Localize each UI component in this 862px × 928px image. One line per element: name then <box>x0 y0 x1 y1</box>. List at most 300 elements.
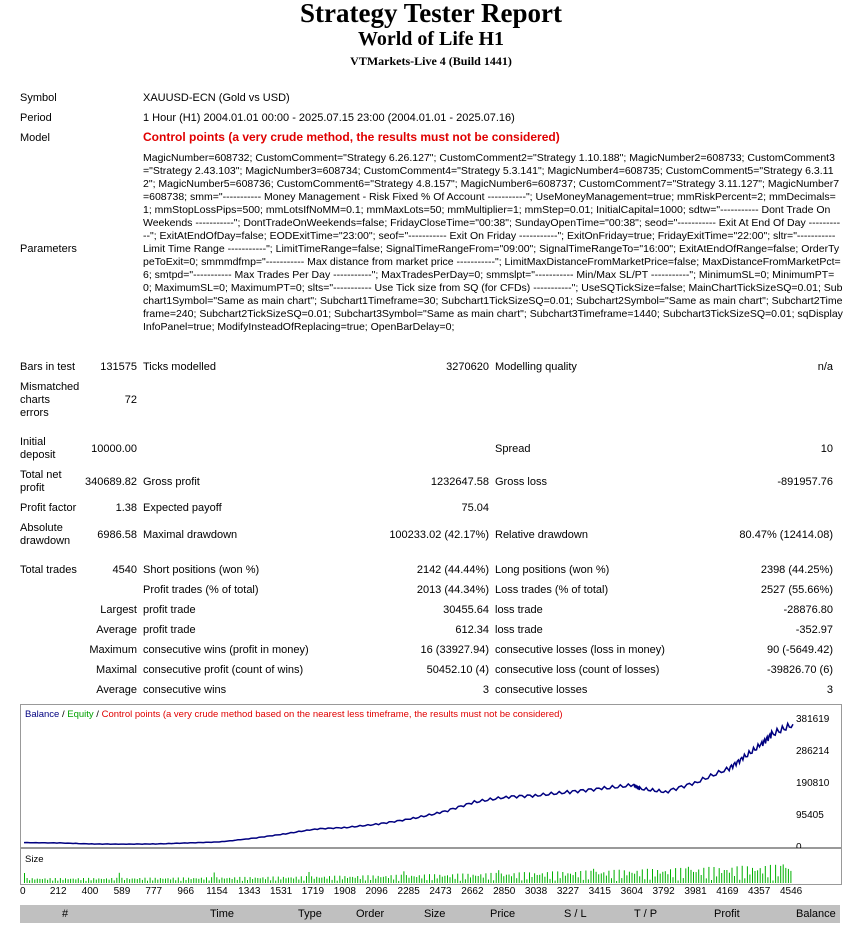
volume-bar <box>432 880 433 883</box>
volume-bar <box>388 878 389 883</box>
volume-bar <box>744 878 745 883</box>
volume-bar <box>424 875 425 884</box>
volume-bar <box>596 872 597 883</box>
volume-bar <box>216 877 217 883</box>
volume-bar <box>670 869 671 883</box>
volume-bar <box>39 879 40 883</box>
volume-bar <box>716 876 717 883</box>
volume-bar <box>88 878 89 883</box>
volume-bar <box>409 878 410 883</box>
volume-bar <box>150 878 151 883</box>
y-tick-3: 95405 <box>796 810 824 821</box>
volume-bar <box>703 868 704 883</box>
grossprofit-value: 1232647.58 <box>430 476 489 488</box>
volume-bar <box>414 876 415 883</box>
volume-bar <box>316 877 317 883</box>
volume-bar <box>516 878 517 883</box>
volume-bar <box>273 877 274 884</box>
volume-bar <box>114 880 115 883</box>
parameters-label: Parameters <box>20 243 77 255</box>
volume-bar <box>344 876 345 883</box>
volume-bar <box>219 880 220 884</box>
volume-bar <box>65 878 66 883</box>
volume-bar <box>721 873 722 883</box>
volume-bar <box>470 877 471 883</box>
short-label: Short positions (won %) <box>143 564 260 576</box>
volume-bar <box>111 878 112 883</box>
volume-bar <box>324 877 325 883</box>
volume-bar <box>514 873 515 883</box>
volume-bar <box>442 877 443 883</box>
x-tick-label: 3415 <box>588 886 611 897</box>
volume-bar <box>32 878 33 883</box>
volume-bar <box>262 877 263 883</box>
volume-bar <box>460 881 461 883</box>
x-tick-label: 0 <box>20 886 26 897</box>
x-tick-label: 3227 <box>556 886 580 897</box>
volume-bar <box>293 879 294 884</box>
volume-bar <box>634 874 635 883</box>
avgcl-label: consecutive losses <box>495 684 588 696</box>
volume-bar <box>165 879 166 883</box>
volume-bar <box>270 880 271 883</box>
volume-bar <box>762 874 763 884</box>
volume-bar <box>37 879 38 883</box>
volume-bar <box>488 880 489 883</box>
volume-bar <box>708 867 709 883</box>
volume-bar <box>380 877 381 883</box>
volume-bar <box>603 872 604 883</box>
volume-bar <box>457 874 458 883</box>
maxcp-value: 50452.10 (4) <box>426 664 489 676</box>
volume-bar <box>619 870 620 883</box>
volume-bar <box>788 869 789 883</box>
trades-table-header <box>20 905 840 923</box>
volume-bar <box>234 877 235 883</box>
volume-bar <box>660 874 661 883</box>
x-tick-label: 3792 <box>652 886 675 897</box>
volume-bar <box>406 875 407 883</box>
volume-bar <box>511 876 512 883</box>
volume-bar <box>132 879 133 884</box>
volume-bar <box>462 874 463 884</box>
volume-bar <box>365 881 366 884</box>
parameters-value: MagicNumber=608732; CustomComment="Strategy 6.26.127"; CustomComment2="Strategy 1.10.188"; MagicNumber2=608733; CustomComment3="Strategy 2.43.103"; MagicNumber3=608734; CustomComment4="Strategy 5.3.141"; MagicNumber4=608735; CustomComment5="Strategy 6.3.112"; MagicNumber5=608736; CustomComment6="Strategy 4.8.157"; MagicNumber6=608737; CustomComment7="Strategy 3.11.127"; MagicNumber7=608738; smm="----------- Money Management - Risk Fixed % Of Account -----------"; UseMoneyManagement=true; mmRiskPercent=2; mmDecimals=1; mmStopLossPips=500; mmLotsIfNoMM=0.1; mmMaxLots=50; mmMultiplier=1; mmStep=0.01; InitialCapital=1000; sdtw="----------- Dont Trade On Weekends -----------"; DontTradeOnWeekends=false; FridayCloseTime="00:38"; SundayOpenTime="00:38"; seod="----------- Exit At End Of Day -----------"; ExitAtEndOfDay=false; EODExitTime="23:00"; seof="----------- Exit On Friday -----------"; ExitOnFriday=true; FridayExitTime="22:00"; sltr="----------- Limit Time Range -----------"; LimitTimeRange=false; SignalTimeRangeFrom="09:00"; SignalTimeRangeTo="16:00"; ExitAtEndOfRange=false; OrderTypeToExit=0; smmmdfmp="----------- Max distance from market price -----------"; LimitMaxDistanceFromMarketPrice=false; MaxDistanceFromMarketPct=6; smtpd="----------- Max Trades Per Day -----------"; MaxTradesPerDay=0; smmslpt="----------- Min/Max SL/PT -----------"; MinimumSL=0; MinimumPT=0; MaximumSL=0; MaximumPT=0; slts="----------- Use Tick size from SQ (for CFDs) -----------"; UseSQTickSize=false; MainChartTickSizeSQ=0.01; Subchart1Symbol="Same as main chart"; Subchart1Timeframe=30; Subchart1TickSizeSQ=0.01; Subchart2Symbol="Same as main chart"; Subchart2Timeframe=240; Subchart2TickSizeSQ=0.01; Subchart3Symbol="Same as main chart"; Subchart3Timeframe=1440; Subchart3TickSizeSQ=0.01; sqDisplayInfoPanel=true; ModifyInsteadOfReplacing=true; OpenBarDelay=0; <box>143 152 843 333</box>
volume-bar <box>685 868 686 883</box>
volume-bar <box>426 880 427 883</box>
grossprofit-label: Gross profit <box>143 476 200 488</box>
volume-bar <box>506 875 507 883</box>
quality-value: n/a <box>817 361 833 373</box>
volume-bar <box>55 878 56 883</box>
volume-bar <box>393 880 394 884</box>
col-size: Size <box>424 908 446 920</box>
volume-bar <box>519 872 520 883</box>
maxcl-value: 90 (-5649.42) <box>766 644 833 656</box>
volume-bar <box>247 880 248 883</box>
volume-bar <box>268 877 269 883</box>
volume-bar <box>396 875 397 883</box>
volume-bar <box>655 877 656 884</box>
volume-bar <box>509 875 510 884</box>
volume-bar <box>447 875 448 883</box>
volume-bar <box>168 878 169 883</box>
volume-bar <box>378 876 379 883</box>
col-tp: T / P <box>634 908 658 920</box>
volume-bar <box>539 875 540 883</box>
volume-bar <box>480 874 481 883</box>
legend-note: Control points (a very crude method based on the nearest less timeframe, the results must not be considered) <box>101 709 563 720</box>
volume-bar <box>347 878 348 883</box>
volume-bar <box>752 868 753 883</box>
volume-bar <box>286 878 287 883</box>
volume-bar <box>652 869 653 883</box>
maxclc-label: consecutive loss (count of losses) <box>495 664 660 676</box>
volume-bar <box>683 878 684 883</box>
volume-bar <box>255 878 256 883</box>
absdd-value: 6986.58 <box>97 529 137 541</box>
x-tick-label: 1343 <box>238 886 261 897</box>
volume-bar <box>152 880 153 883</box>
volume-bar <box>403 871 404 883</box>
volume-bar <box>227 878 228 883</box>
volume-bar <box>468 874 469 883</box>
volume-bar <box>778 876 779 883</box>
x-tick-label: 777 <box>145 886 163 897</box>
volume-bar <box>109 880 110 883</box>
volume-bar <box>303 881 304 883</box>
volume-bar <box>737 866 738 883</box>
volume-bar <box>319 878 320 883</box>
volume-bar <box>98 878 99 883</box>
average-profit-label: profit trade <box>143 624 196 636</box>
volume-bar <box>42 879 43 883</box>
pf-value: 1.38 <box>115 502 137 514</box>
volume-bar <box>614 870 615 883</box>
volume-bar <box>524 872 525 883</box>
maxdd-label: Maximal drawdown <box>143 529 238 541</box>
volume-bar <box>580 871 581 883</box>
x-tick-label: 2096 <box>365 886 388 897</box>
volume-bar <box>342 879 343 883</box>
volume-bar <box>73 879 74 883</box>
volume-bar <box>421 878 422 883</box>
model-value: Control points (a very crude method, the results must not be considered) <box>143 130 560 144</box>
volume-bar <box>749 875 750 884</box>
volume-bar <box>555 881 556 883</box>
volume-bar <box>575 872 576 883</box>
volume-bar <box>578 877 579 883</box>
volume-bar <box>391 875 392 883</box>
bars-value: 131575 <box>100 361 137 373</box>
x-tick-label: 1719 <box>301 886 325 897</box>
spread-label: Spread <box>495 443 531 455</box>
netprofit-value: 340689.82 <box>85 476 137 488</box>
ticks-value: 3270620 <box>446 361 489 373</box>
volume-bar <box>411 876 412 883</box>
volume-bar <box>78 878 79 883</box>
volume-bar <box>80 880 81 883</box>
maxcp-label: consecutive profit (count of wins) <box>143 664 304 676</box>
volume-bar <box>501 874 502 884</box>
volume-bar <box>650 880 651 883</box>
col-type: Type <box>298 908 322 920</box>
volume-bar <box>401 875 402 883</box>
volume-bar <box>760 868 761 883</box>
volume-bar <box>570 874 571 883</box>
volume-bar <box>562 872 563 883</box>
avgcw-label: consecutive wins <box>143 684 227 696</box>
volume-bar <box>360 879 361 883</box>
volume-bar <box>178 878 179 884</box>
volume-bar <box>593 869 594 883</box>
volume-bar <box>280 879 281 883</box>
volume-bar <box>475 876 476 883</box>
volume-bar <box>532 877 533 883</box>
volume-bar <box>339 876 340 883</box>
col-sl: S / L <box>564 908 587 920</box>
volume-bar <box>257 878 258 883</box>
volume-bar <box>373 875 374 883</box>
maximal-label: Maximal <box>96 664 137 676</box>
volume-bar <box>719 868 720 883</box>
maxcw-value: 16 (33927.94) <box>420 644 489 656</box>
volume-bar <box>455 879 456 883</box>
volume-bar <box>434 874 435 883</box>
trades-value: 4540 <box>112 564 137 576</box>
volume-bar <box>662 872 663 883</box>
volume-bar <box>242 881 243 883</box>
volume-bar <box>265 879 266 883</box>
volume-bar <box>260 878 261 883</box>
volume-bar <box>93 878 94 883</box>
volume-bar <box>142 880 143 883</box>
volume-bar <box>237 880 238 883</box>
volume-bar <box>747 866 748 883</box>
deposit-label: Initial deposit <box>20 436 56 461</box>
volume-bar <box>547 872 548 883</box>
volume-bar <box>209 881 210 884</box>
volume-bar <box>232 879 233 883</box>
avg2-label: Average <box>96 684 137 696</box>
volume-bar <box>34 880 35 884</box>
report-title: Strategy Tester Report <box>300 0 562 28</box>
volume-bar <box>711 880 712 883</box>
volume-bar <box>557 871 558 883</box>
largest-profit-value: 30455.64 <box>443 604 489 616</box>
payoff-value: 75.04 <box>461 502 489 514</box>
x-tick-label: 3981 <box>684 886 707 897</box>
volume-bar <box>252 879 253 883</box>
volume-bar <box>598 874 599 883</box>
volume-bar <box>175 880 176 883</box>
volume-bar <box>675 868 676 883</box>
volume-bar <box>485 873 486 883</box>
volume-bar <box>206 877 207 883</box>
volume-bar <box>63 880 64 883</box>
volume-bar <box>573 875 574 883</box>
volume-bar <box>544 877 545 883</box>
volume-bar <box>186 880 187 883</box>
payoff-label: Expected payoff <box>143 502 222 514</box>
volume-bar <box>57 881 58 883</box>
x-tick-label: 4546 <box>780 886 803 897</box>
volume-bar <box>550 879 551 883</box>
volume-bar <box>296 877 297 883</box>
col-time: Time <box>210 908 235 920</box>
col-order: Order <box>356 908 385 920</box>
volume-bar <box>473 875 474 883</box>
volume-bar <box>86 881 87 883</box>
x-tick-label: 212 <box>49 886 67 897</box>
volume-bar <box>50 878 51 883</box>
volume-bar <box>337 881 338 883</box>
x-tick-label: 966 <box>177 886 195 897</box>
x-tick-label: 1154 <box>206 886 228 897</box>
largest-loss-value: -28876.80 <box>783 604 833 616</box>
volume-bar <box>83 878 84 883</box>
volume-bar <box>375 879 376 883</box>
volume-bar <box>239 877 240 883</box>
volume-bar <box>521 880 522 883</box>
volume-bar <box>160 878 161 883</box>
volume-bar <box>437 878 438 883</box>
volume-bar <box>385 876 386 883</box>
volume-bar <box>629 872 630 883</box>
volume-bar <box>637 871 638 883</box>
volume-bar <box>180 881 181 883</box>
volume-bar <box>729 873 730 883</box>
volume-bar <box>498 870 499 883</box>
volume-bar <box>203 880 204 883</box>
volume-bar <box>767 877 768 883</box>
volume-bar <box>306 876 307 883</box>
y-tick-1: 286214 <box>796 746 830 757</box>
volume-bar <box>362 875 363 883</box>
volume-bar <box>162 879 163 883</box>
col-profit: Profit <box>714 908 740 920</box>
volume-bar <box>780 866 781 883</box>
volume-bar <box>739 880 740 883</box>
volume-bar <box>673 877 674 883</box>
volume-bar <box>706 878 707 883</box>
average-loss-value: -352.97 <box>795 624 833 636</box>
volume-bar <box>726 870 727 883</box>
maxcl-label: consecutive losses (loss in money) <box>495 644 665 656</box>
volume-bar <box>91 880 92 883</box>
x-tick-label: 3038 <box>524 886 548 897</box>
volume-bar <box>621 878 622 883</box>
balance-line-svg <box>21 705 841 847</box>
volume-bar <box>450 877 451 883</box>
volume-bar <box>27 878 28 883</box>
volume-bar <box>155 878 156 883</box>
pf-label: Profit factor <box>20 502 77 514</box>
volume-bar <box>301 876 302 883</box>
volume-bar <box>170 879 171 883</box>
volume-bar <box>734 876 735 883</box>
netprofit-label: Total net profit <box>20 469 62 494</box>
x-tick-label: 3604 <box>620 886 643 897</box>
volume-bar <box>529 872 530 883</box>
volume-bar <box>552 871 553 883</box>
volume-bar <box>678 881 679 884</box>
volume-bar <box>444 876 445 883</box>
x-tick-label: 589 <box>113 886 131 897</box>
volume-bar <box>119 873 120 883</box>
balance-chart <box>20 704 842 848</box>
volume-bar <box>639 876 640 883</box>
volume-bar <box>765 866 766 883</box>
volume-bars-svg <box>21 849 841 884</box>
volume-bar <box>591 871 592 883</box>
volume-chart <box>20 848 842 885</box>
average-profit-value: 612.34 <box>455 624 489 636</box>
volume-bar <box>124 880 125 883</box>
volume-bar <box>329 876 330 883</box>
volume-bar <box>96 880 97 883</box>
symbol-value: XAUUSD-ECN (Gold vs USD) <box>143 92 290 104</box>
mismatch-value: 72 <box>124 394 137 406</box>
volume-bar <box>429 874 430 883</box>
volume-bar <box>47 880 48 883</box>
reldd-value: 80.47% (12414.08) <box>739 529 833 541</box>
volume-bar <box>647 869 648 883</box>
volume-bar <box>585 871 586 884</box>
model-label: Model <box>20 132 50 144</box>
volume-bar <box>624 870 625 883</box>
trades-label: Total trades <box>20 564 77 576</box>
volume-bar <box>75 879 76 883</box>
pt-label: Profit trades (% of total) <box>143 584 259 596</box>
volume-bar <box>283 877 284 883</box>
volume-bar <box>534 873 535 883</box>
volume-bar <box>785 868 786 883</box>
largest-label: Largest <box>100 604 137 616</box>
volume-bar <box>368 875 369 883</box>
reldd-label: Relative drawdown <box>495 529 588 541</box>
legend-equity: Equity <box>67 709 94 720</box>
volume-bar <box>357 876 358 883</box>
volume-bar <box>657 870 658 883</box>
volume-bar <box>483 878 484 883</box>
maxcw-label: consecutive wins (profit in money) <box>143 644 309 656</box>
volume-bar <box>104 879 105 883</box>
volume-bar <box>665 871 666 883</box>
y-tick-2: 190810 <box>796 778 830 789</box>
volume-bar <box>221 878 222 883</box>
volume-bar <box>139 878 140 883</box>
mismatch-label: Mismatched charts errors <box>20 381 80 419</box>
volume-bar <box>588 879 589 883</box>
volume-bar <box>145 878 146 883</box>
volume-bar <box>355 878 356 883</box>
report-server: VTMarkets-Live 4 (Build 1441) <box>350 54 512 68</box>
volume-bar <box>626 875 627 883</box>
volume-bar <box>790 871 791 883</box>
volume-bar <box>611 878 612 883</box>
volume-bar <box>526 879 527 883</box>
x-tick-label: 4169 <box>716 886 739 897</box>
volume-bar <box>714 867 715 883</box>
volume-bar <box>198 879 199 883</box>
volume-bar <box>196 878 197 883</box>
x-tick-label: 2850 <box>493 886 516 897</box>
volume-bar <box>188 878 189 883</box>
volume-bar <box>667 874 668 883</box>
short-value: 2142 (44.44%) <box>416 564 489 576</box>
volume-bar <box>383 877 384 883</box>
